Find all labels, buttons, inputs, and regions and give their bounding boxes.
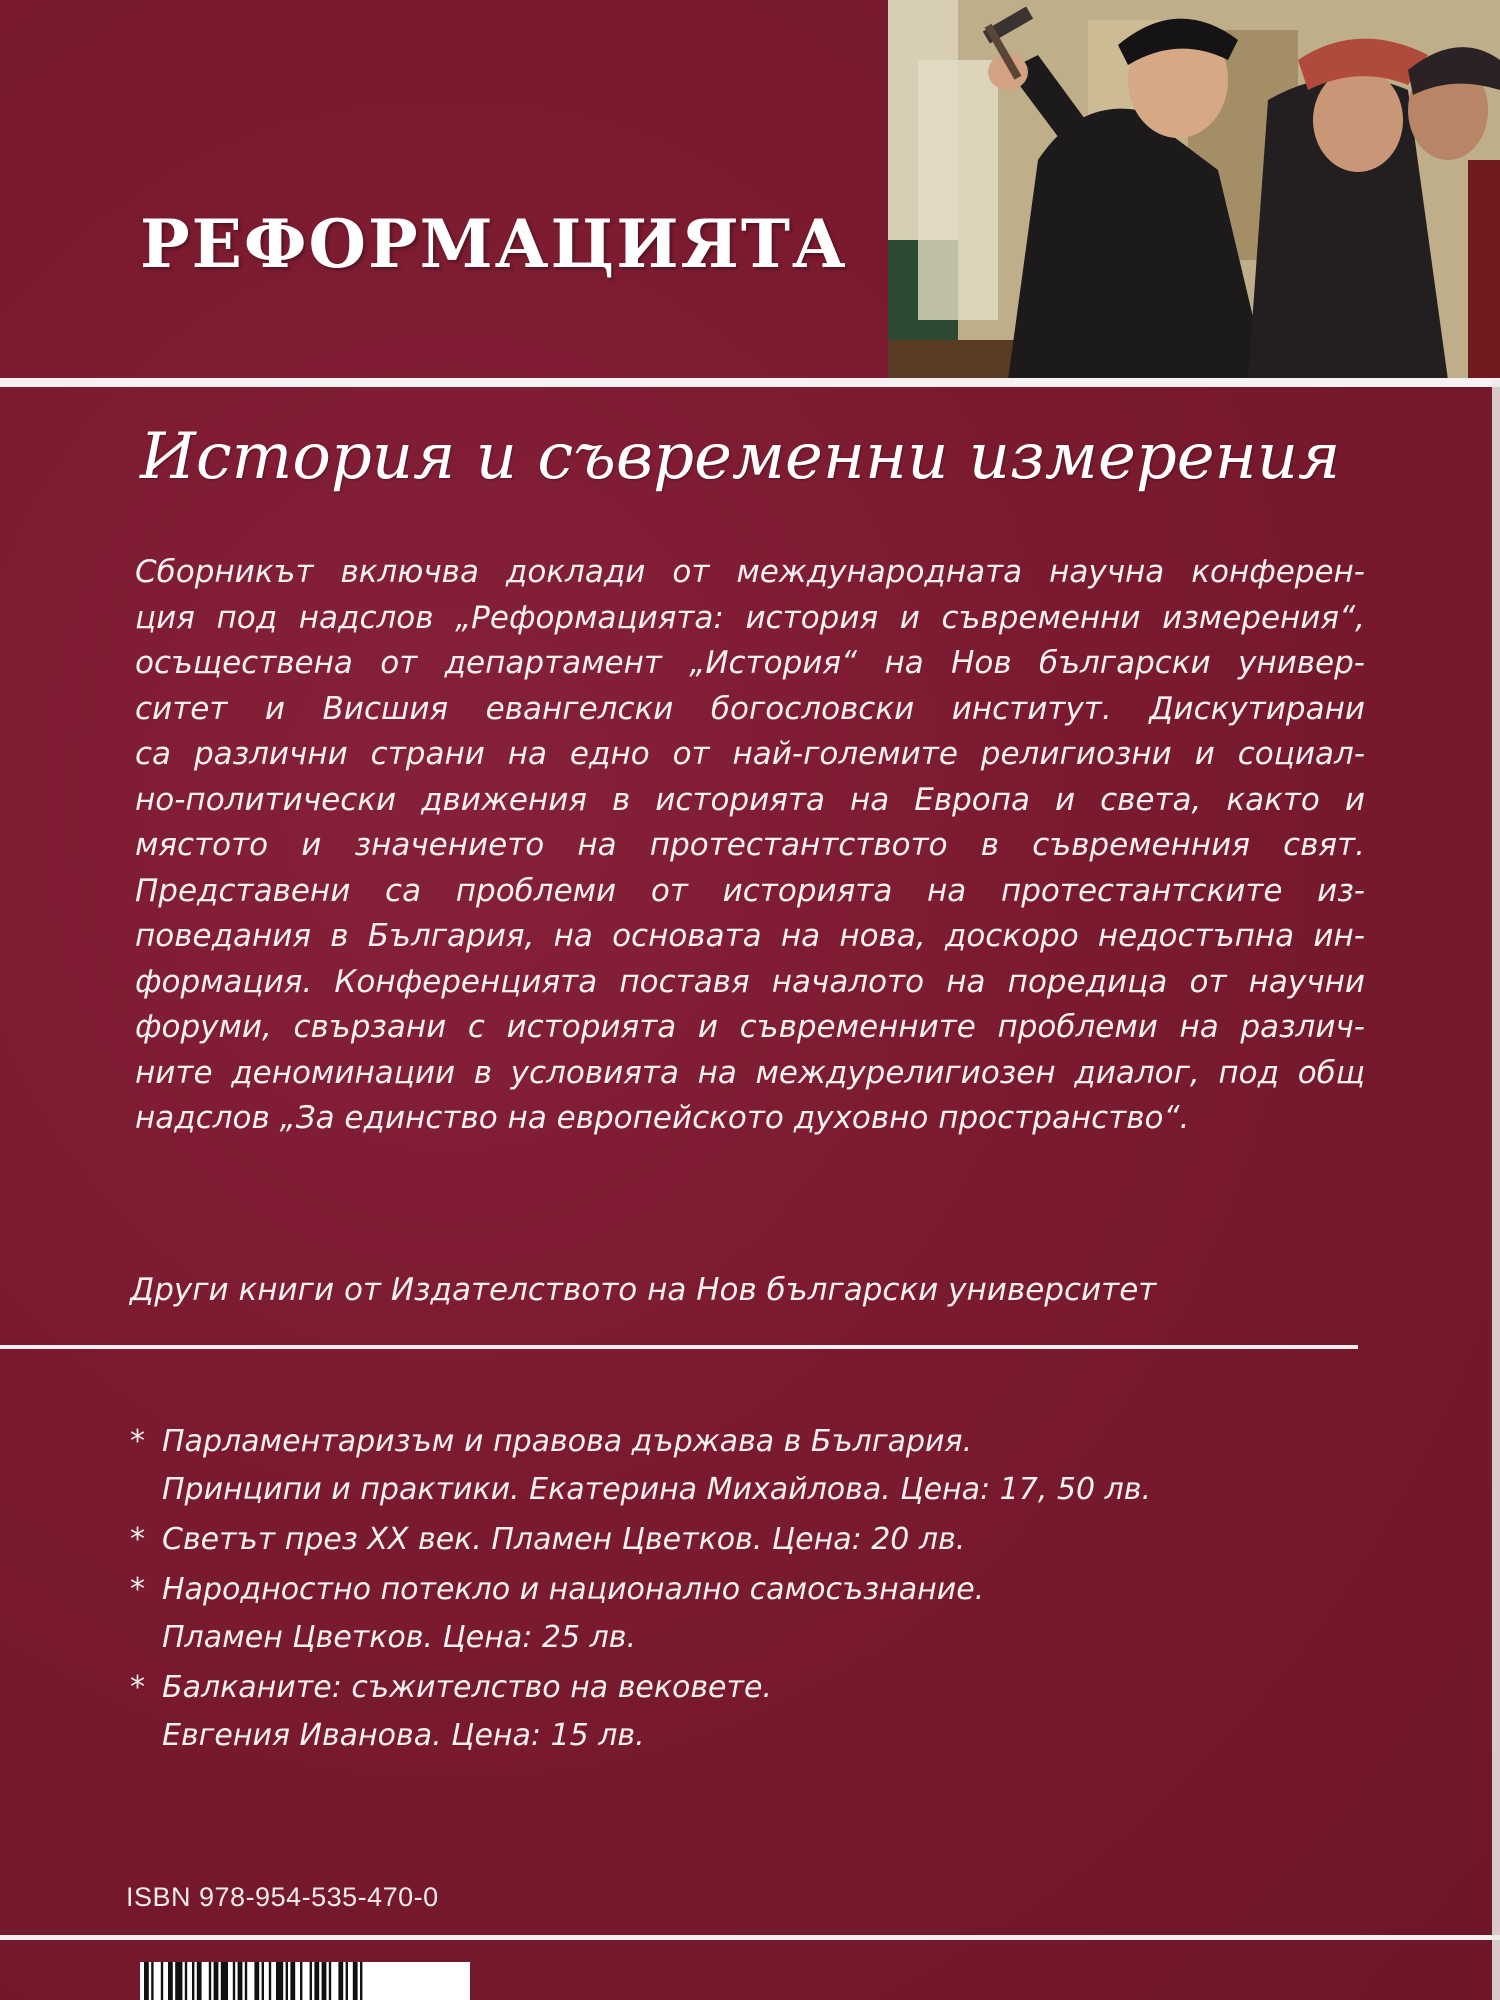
description-line: поведания в България, на основата на нова, доскоро недостъпна ин- <box>135 918 1365 954</box>
barcode-bar <box>175 1962 182 2000</box>
barcode-bar <box>338 1962 343 2000</box>
asterisk-bullet-icon: * <box>130 1670 145 1705</box>
barcode-bar <box>262 1962 264 2000</box>
description-line: ция под надслов „Реформацията: история и съвременни измерения“, <box>135 599 1365 636</box>
cover-painting <box>888 0 1500 380</box>
divider-top <box>0 378 1500 387</box>
barcode-bar <box>161 1962 163 2000</box>
barcode-bar <box>238 1962 243 2000</box>
barcode-bar <box>144 1962 149 2000</box>
isbn-number: ISBN 978-954-535-470-0 <box>126 1882 439 1912</box>
description-paragraph <box>135 550 1365 1142</box>
barcode-bar <box>214 1962 219 2000</box>
other-books-heading: Други книги от Издателството на Нов български университет <box>130 1272 1157 1308</box>
description-line: ните деноминации в условията на междурелигиозен диалог, под общ <box>135 1054 1365 1091</box>
book-line: Балканите: съжителство на вековете. <box>162 1670 772 1705</box>
barcode-bar <box>346 1962 348 2000</box>
barcode-bar <box>197 1962 202 2000</box>
list-item <box>130 1418 1330 1514</box>
barcode-bar <box>290 1962 295 2000</box>
asterisk-bullet-icon: * <box>130 1572 145 1607</box>
barcode-bar <box>329 1962 331 2000</box>
barcode-bar <box>310 1962 312 2000</box>
barcode-bar <box>233 1962 235 2000</box>
list-item <box>130 1566 1330 1662</box>
description-line: мястото и значението на протестантството в съвременния свят. <box>135 827 1365 863</box>
barcode-bar <box>353 1962 358 2000</box>
barcode-icon <box>140 1962 470 2000</box>
description-line: форуми, свързани с историята и съвременните проблеми на различ- <box>135 1009 1365 1045</box>
book-line: Евгения Иванова. Цена: 15 лв. <box>162 1718 645 1753</box>
barcode-bar <box>151 1962 153 2000</box>
barcode-bar <box>192 1962 194 2000</box>
book-line: Пламен Цветков. Цена: 25 лв. <box>162 1620 636 1655</box>
book-line: Парламентаризъм и правова държава в България. <box>162 1424 973 1459</box>
page-edge <box>1492 380 1500 2000</box>
book-line: Светът през XX век. Пламен Цветков. Цена: 20 лв. <box>162 1522 966 1557</box>
barcode-bar <box>221 1962 228 2000</box>
barcode-bars <box>140 1962 470 2000</box>
description-line: ситет и Висшия евангелски богословски институт. Дискутирани <box>135 690 1365 727</box>
description-line: надслов „За единство на европейското духовно пространство“. <box>135 1100 1190 1136</box>
barcode-bar <box>360 1962 362 2000</box>
description-line: Сборникът включва доклади от международната научна конферен- <box>135 554 1365 590</box>
barcode-bar <box>314 1962 319 2000</box>
divider-middle <box>0 1345 1358 1349</box>
book-title: РЕФОРМАЦИЯТА <box>140 205 848 283</box>
list-item <box>130 1664 1330 1760</box>
list-item <box>130 1516 1330 1564</box>
asterisk-bullet-icon: * <box>130 1522 145 1557</box>
barcode-bar <box>269 1962 271 2000</box>
asterisk-bullet-icon: * <box>130 1424 145 1459</box>
book-subtitle: История и съвременни измерения <box>140 420 1341 494</box>
divider-bottom <box>0 1935 1500 1940</box>
description-line: са различни страни на едно от най-големите религиозни и социал- <box>135 736 1365 772</box>
barcode-bar <box>209 1962 211 2000</box>
barcode-bar <box>185 1962 187 2000</box>
barcode-bar <box>245 1962 247 2000</box>
barcode-bar <box>168 1962 173 2000</box>
description-line: но-политически движения в историята на Европа и света, както и <box>135 781 1365 818</box>
barcode-bar <box>322 1962 327 2000</box>
barcode-bar <box>286 1962 288 2000</box>
book-line: Народностно потекло и национално самосъзнание. <box>162 1572 985 1607</box>
description-line: Представени са проблеми от историята на протестантските из- <box>135 872 1365 909</box>
barcode-bar <box>300 1962 302 2000</box>
description-line: осъществена от департамент „История“ на Нов български универ- <box>135 645 1365 681</box>
description-line: формация. Конференцията поставя началото на поредица от научни <box>135 963 1365 1000</box>
barcode-bar <box>276 1962 283 2000</box>
other-books-list <box>130 1418 1330 1762</box>
book-line: Принципи и практики. Екатерина Михайлова. Цена: 17, 50 лв. <box>162 1472 1152 1507</box>
barcode-bar <box>254 1962 259 2000</box>
luther-painting-icon <box>888 0 1500 380</box>
